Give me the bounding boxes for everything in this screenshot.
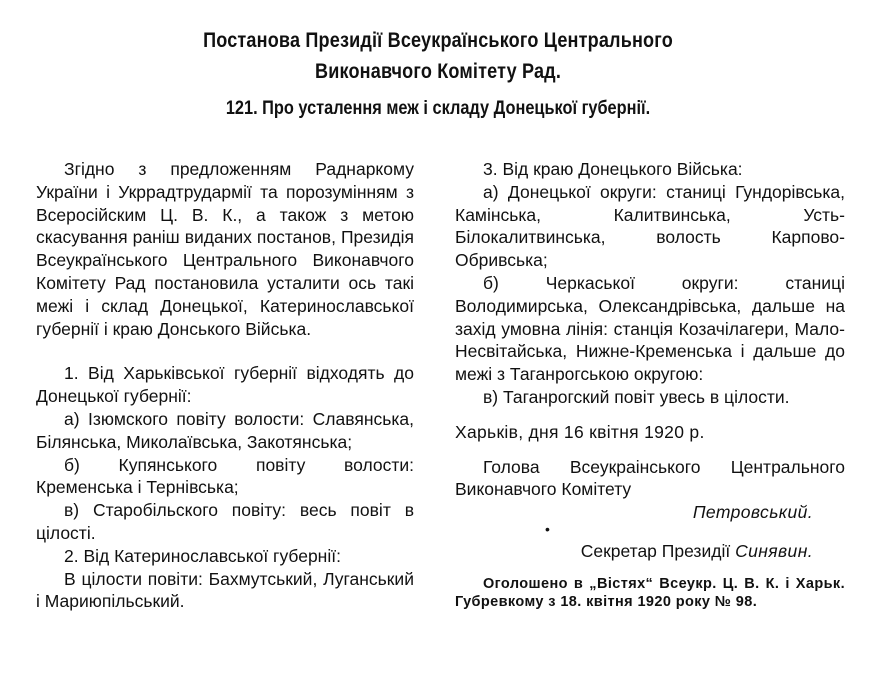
item-1c: в) Старобільского повіту: весь повіт в цілості.	[36, 500, 414, 543]
dot-mark: •	[545, 520, 550, 537]
right-column	[455, 158, 845, 611]
intro-paragraph: Згідно з предложенням Раднаркому України і Укррадтрудармії та порозумінням з Всеросійским Ц. В. К., а також з метою скасування раніш виданих постанов, Президія Всеукраїнського Центрального Виконавчого Комітету Рад постановила усталити ось такі межі і склад Донецької, Катеринославської губернії і краю Донського Війська.	[36, 159, 414, 339]
chairman-name: Петровський.	[692, 502, 813, 523]
secretary-title: Секретар Президії	[580, 540, 731, 561]
item-3b: б) Черкаської округи: станиці Володимирська, Олександрівська, дальше на захід умовна лінія: станція Козачілагери, Мало-Несвітайська, Нижне-Кременська і дальше до межі з Таганрогською округою:	[455, 272, 845, 385]
decree-title-line-1: Постанова Президії Всеукраїнського Центрального	[203, 29, 673, 52]
left-column	[36, 158, 414, 613]
item-1a: а) Ізюмского повіту волости: Славянська, Білянська, Миколаївська, Закотянська;	[36, 408, 414, 452]
section-2-text: В цілости повіти: Бахмутський, Луганський і Мариюпільський.	[36, 568, 414, 612]
item-1b: б) Купянського повіту волости: Кременська і Тернівська;	[36, 454, 414, 498]
section-3-heading: 3. Від краю Донецького Війська:	[483, 159, 743, 179]
decree-title-line-2: Виконавчого Комітету Рад.	[314, 60, 562, 83]
section-1-heading: 1. Від Харьківської губернії відходять до Донецької губернії:	[36, 363, 414, 407]
decree-subtitle: 121. Про усталення меж і складу Донецької губернії.	[225, 98, 651, 119]
secretary-name: Синявин.	[735, 540, 813, 561]
item-3c: в) Таганрогский повіт увесь в цілости.	[483, 386, 790, 407]
place-and-date: Харьків, дня 16 квітня 1920 р.	[455, 421, 705, 442]
chairman-title: Голова Всеукраінського Центрального Виконавчого Комітету	[455, 456, 845, 500]
secretary-line	[455, 540, 845, 563]
item-3a: а) Донецької округи: станиці Гундорівська, Камінська, Калитвинська, Усть-Білокалитвинська, волость Карпово-Обривська;	[455, 181, 845, 271]
section-2-heading: 2. Від Катеринославської губернії:	[64, 545, 341, 566]
publication-note: Оголошено в „Вістях“ Всеукр. Ц. В. К. і Харьк. Губревкому з 18. квітня 1920 року № 98.	[455, 575, 845, 610]
